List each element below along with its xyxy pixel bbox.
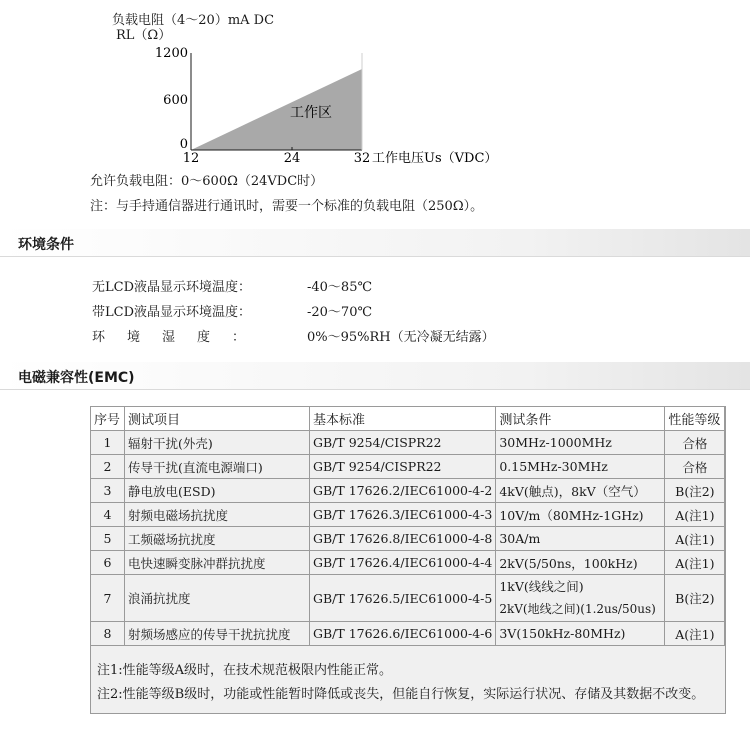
cell-standard: GB/T 17626.5/IEC61000-4-5 bbox=[310, 575, 496, 622]
cell-standard: GB/T 17626.2/IEC61000-4-2 bbox=[310, 479, 496, 503]
col-header-condition: 测试条件 bbox=[496, 407, 665, 431]
cell-item: 传导干扰(直流电源端口) bbox=[125, 455, 310, 479]
y-tick-label-0: 0 bbox=[179, 137, 188, 152]
emc-table bbox=[90, 406, 725, 646]
cell-condition: 3V(150kHz-80MHz) bbox=[496, 622, 665, 646]
y-tick-label-600: 600 bbox=[163, 93, 188, 108]
table-row bbox=[91, 479, 725, 503]
env-label: 无LCD液晶显示环境温度： bbox=[92, 280, 252, 295]
cell-item: 工频磁场抗扰度 bbox=[125, 527, 310, 551]
cell-item: 射频场感应的传导干扰抗扰度 bbox=[125, 622, 310, 646]
cell-no: 5 bbox=[91, 527, 125, 551]
x-axis-label: 工作电压Us（VDC） bbox=[372, 151, 498, 166]
table-row bbox=[91, 503, 725, 527]
cell-level: B(注2) bbox=[665, 479, 725, 503]
work-region-label: 工作区 bbox=[290, 105, 332, 121]
col-header-level: 性能等级 bbox=[665, 407, 725, 431]
col-header-standard: 基本标准 bbox=[310, 407, 496, 431]
table-row bbox=[91, 551, 725, 575]
condition-line-1: 1kV(线线之间) bbox=[499, 579, 584, 594]
cell-condition: 30A/m bbox=[496, 527, 665, 551]
env-value: 0%～95%RH（无冷凝无结露） bbox=[307, 330, 495, 345]
section-divider bbox=[0, 389, 750, 390]
load-chart bbox=[150, 38, 530, 168]
cell-level: A(注1) bbox=[665, 551, 725, 575]
cell-level: A(注1) bbox=[665, 527, 725, 551]
handheld-note-text: 注：与手持通信器进行通讯时，需要一个标准的负载电阻（250Ω）。 bbox=[90, 199, 484, 214]
allowed-load-text: 允许负载电阻：0～600Ω（24VDC时） bbox=[90, 174, 324, 189]
cell-level: 合格 bbox=[665, 455, 725, 479]
emc-section-header bbox=[0, 362, 750, 390]
table-row bbox=[91, 622, 725, 646]
cell-item: 浪涌抗扰度 bbox=[125, 575, 310, 622]
environment-section-header bbox=[0, 229, 750, 257]
cell-no: 1 bbox=[91, 431, 125, 455]
emc-note-1: 注1:性能等级A级时，在技术规范极限内性能正常。 bbox=[97, 663, 393, 678]
env-value: -40～85℃ bbox=[307, 280, 373, 295]
emc-note-2: 注2:性能等级B级时，功能或性能暂时降低或丧失，但能自行恢复，实际运行状况、存储及其数据不改变。 bbox=[97, 687, 705, 702]
work-region bbox=[191, 69, 362, 150]
env-value: -20～70℃ bbox=[307, 305, 373, 320]
cell-standard: GB/T 17626.4/IEC61000-4-4 bbox=[310, 551, 496, 575]
table-row bbox=[91, 527, 725, 551]
cell-no: 4 bbox=[91, 503, 125, 527]
cell-item: 辐射干扰(外壳) bbox=[125, 431, 310, 455]
cell-condition: 10V/m（80MHz-1GHz) bbox=[496, 503, 665, 527]
environment-title: 环境条件 bbox=[18, 237, 74, 253]
col-header-no: 序号 bbox=[91, 407, 125, 431]
cell-condition: 4kV(触点)，8kV（空气） bbox=[496, 479, 665, 503]
cell-condition: 0.15MHz-30MHz bbox=[496, 455, 665, 479]
cell-condition: 2kV(5/50ns，100kHz) bbox=[496, 551, 665, 575]
cell-level: A(注1) bbox=[665, 503, 725, 527]
cell-no: 8 bbox=[91, 622, 125, 646]
env-label: 环境湿度： bbox=[92, 330, 268, 345]
table-row bbox=[91, 575, 725, 622]
cell-level: A(注1) bbox=[665, 622, 725, 646]
env-row-no-lcd bbox=[92, 276, 372, 295]
section-divider bbox=[0, 256, 750, 257]
y-tick-label-1200: 1200 bbox=[154, 46, 188, 61]
cell-standard: GB/T 9254/CISPR22 bbox=[310, 455, 496, 479]
cell-item: 静电放电(ESD) bbox=[125, 479, 310, 503]
cell-level: B(注2) bbox=[665, 575, 725, 622]
cell-standard: GB/T 17626.6/IEC61000-4-6 bbox=[310, 622, 496, 646]
cell-no: 6 bbox=[91, 551, 125, 575]
cell-item: 射频电磁场抗扰度 bbox=[125, 503, 310, 527]
table-header-row bbox=[91, 407, 725, 431]
col-header-item: 测试项目 bbox=[125, 407, 310, 431]
condition-line-2: 2kV(地线之间)(1.2us/50us) bbox=[499, 602, 656, 616]
cell-no: 7 bbox=[91, 575, 125, 622]
cell-condition: 30MHz-1000MHz bbox=[496, 431, 665, 455]
env-label: 带LCD液晶显示环境温度： bbox=[92, 305, 252, 320]
env-row-humidity bbox=[92, 326, 495, 345]
cell-standard: GB/T 17626.8/IEC61000-4-8 bbox=[310, 527, 496, 551]
cell-condition bbox=[496, 575, 665, 622]
emc-title: 电磁兼容性(EMC) bbox=[18, 370, 135, 386]
cell-no: 2 bbox=[91, 455, 125, 479]
cell-no: 3 bbox=[91, 479, 125, 503]
chart-title: 负载电阻（4～20）mA DC bbox=[112, 13, 275, 28]
cell-standard: GB/T 17626.3/IEC61000-4-3 bbox=[310, 503, 496, 527]
cell-level: 合格 bbox=[665, 431, 725, 455]
x-tick-label-32: 32 bbox=[353, 151, 371, 166]
table-row bbox=[91, 431, 725, 455]
x-tick-label-24: 24 bbox=[283, 151, 301, 166]
y-axis-label: RL（Ω） bbox=[116, 28, 172, 43]
cell-standard: GB/T 9254/CISPR22 bbox=[310, 431, 496, 455]
table-row bbox=[91, 455, 725, 479]
x-tick-label-12: 12 bbox=[182, 151, 200, 166]
cell-item: 电快速瞬变脉冲群抗扰度 bbox=[125, 551, 310, 575]
env-row-with-lcd bbox=[92, 301, 372, 320]
